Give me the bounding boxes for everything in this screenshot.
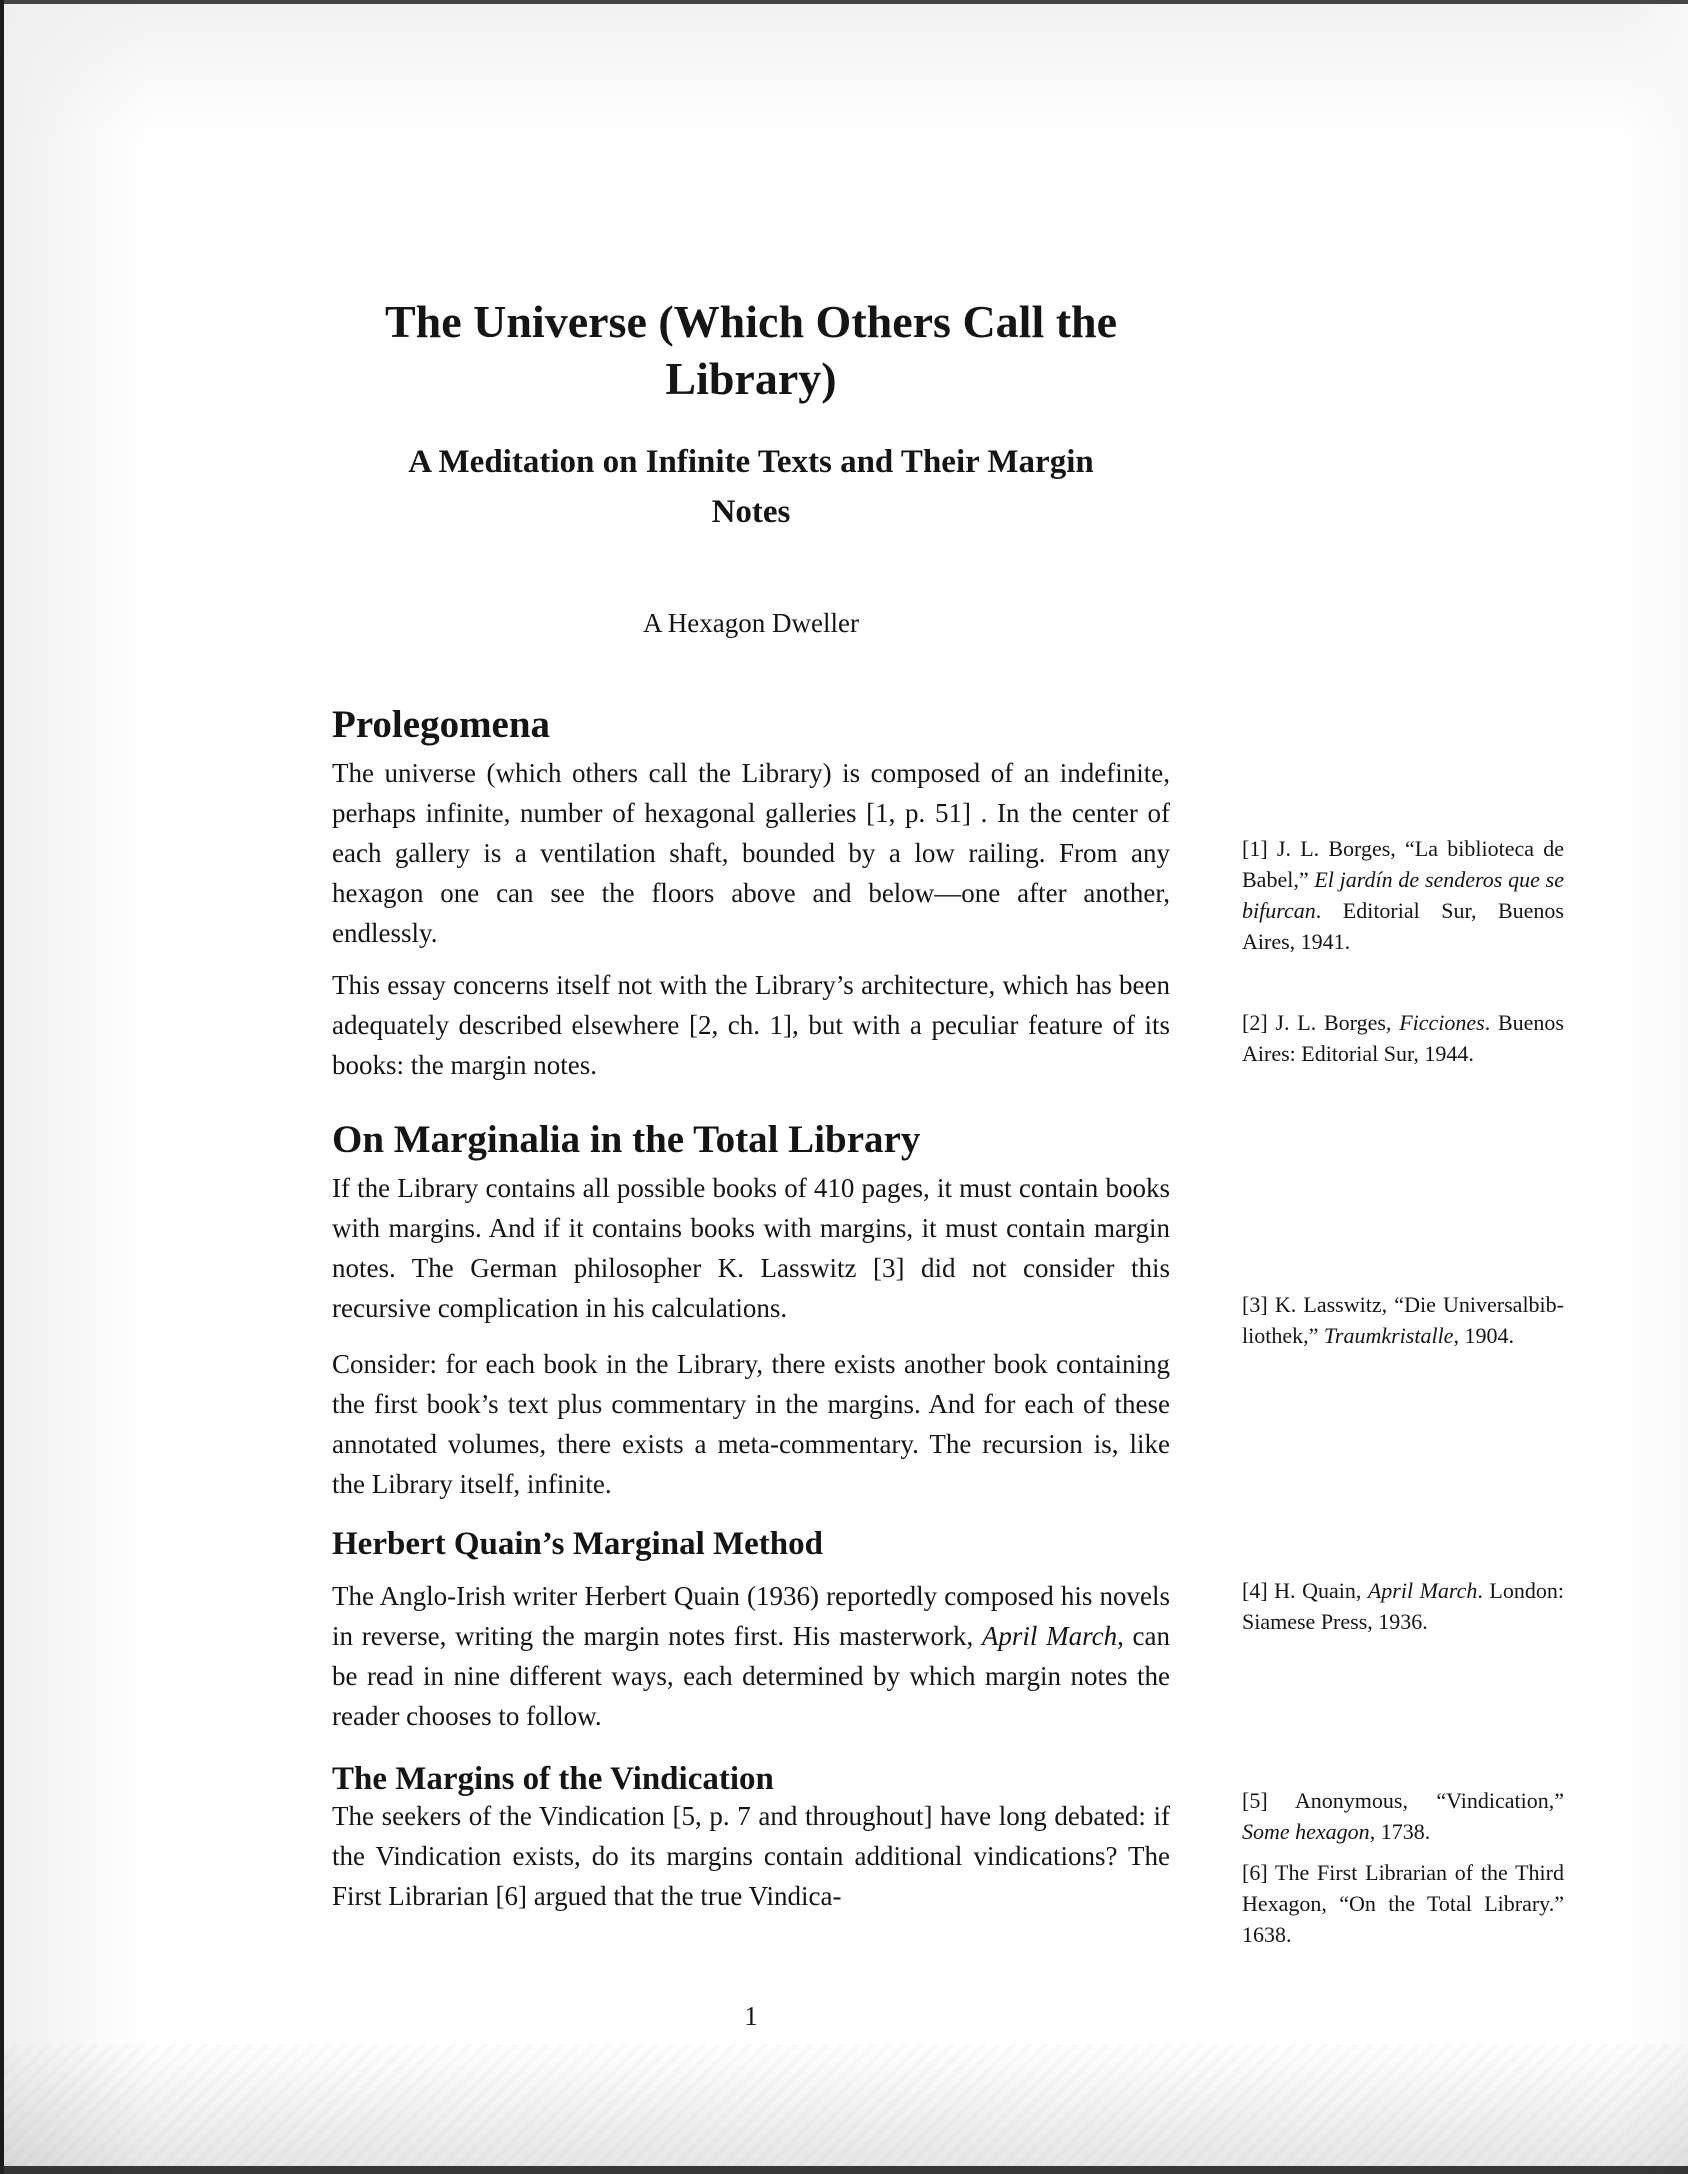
sidenote-text: [6] The First Librarian of the Third Hexagon, “On the Total Library.” 1638. xyxy=(1242,1860,1564,1947)
sidenote-text: [5] Anonymous, “Vindication,” xyxy=(1242,1788,1564,1813)
paragraph: Consider: for each book in the Library, there exists another book containing the first book’s text plus commentary in the margins. And for each of these annotated volumes, there exists a meta-commentary. The recursion is, like the Library itself, infinite. xyxy=(332,1349,1170,1499)
paragraph: The seekers of the Vindication [5, p. 7 and throughout] have long debated: if the Vindication exists, do its margins contain additional vindications? The First Librarian [6] argued that the true Vindica- xyxy=(332,1801,1170,1911)
sidenote-text: [4] H. Quain, xyxy=(1242,1578,1368,1603)
sidenote-text: [1] J. L. Borges, “La biblioteca de Babel,” xyxy=(1242,836,1564,892)
subsection-heading-vindication: The Margins of the Vindication xyxy=(332,1761,774,1797)
sidenote-4 xyxy=(1242,1575,1564,1637)
page-title: The Universe (Which Others Call the Library) xyxy=(384,296,1118,404)
sidenote-italic-text: Some hexagon xyxy=(1242,1819,1370,1844)
paragraph: The universe (which others call the Library) is composed of an indefinite, perhaps infinite, number of hexagonal galleries [1, p. 51] . In the center of each gallery is a ventilation shaft, bounded by a low railing. From any hexagon one can see the floors above and below—one after another, endlessly. xyxy=(332,758,1170,948)
sidenote-text: [2] J. L. Borges, xyxy=(1242,1010,1400,1035)
paragraph-text: The Anglo-Irish writer Herbert Quain (1936) reportedly composed his novels in reverse, writing the margin notes first. His masterwork, xyxy=(332,1581,1170,1651)
bottom-shading xyxy=(0,2044,1688,2174)
left-edge xyxy=(0,0,4,2174)
left-shading xyxy=(0,0,150,2174)
sidenote-italic-text: April March xyxy=(1367,1578,1478,1603)
sidenote-text: . Buenos Aires: Editorial Sur, 1944. xyxy=(1242,1010,1564,1066)
subsection-heading-quain: Herbert Quain’s Marginal Method xyxy=(332,1526,823,1562)
book-title-italic: April March xyxy=(981,1621,1118,1651)
paragraph: If the Library contains all possible books of 410 pages, it must contain books with margins. And if it contains books with margins, it must contain margin notes. The German philosopher K. Lasswitz [3] did not consider this recursive complication in his calculations. xyxy=(332,1173,1170,1323)
sidenote-text: . Editorial Sur, Buenos Aires, 1941. xyxy=(1242,898,1564,954)
section-heading-prolegomena: Prolegomena xyxy=(332,703,551,746)
sidenote-3 xyxy=(1242,1289,1564,1351)
author-line: A Hexagon Dweller xyxy=(643,608,859,638)
sidenote-6 xyxy=(1242,1857,1564,1950)
sidenote-text: , 1738. xyxy=(1369,1819,1431,1844)
sidenote-2 xyxy=(1242,1007,1564,1069)
paragraph-text: , can be read in nine different ways, each determined by which margin notes the reader chooses to follow. xyxy=(332,1621,1171,1731)
sidenote-text: , 1904. xyxy=(1453,1323,1514,1348)
paragraph: This essay concerns itself not with the Library’s architecture, which has been adequately described elsewhere [2, ch. 1], but with a peculiar feature of its books: the margin notes. xyxy=(332,970,1170,1080)
top-edge xyxy=(0,0,1688,4)
right-shading xyxy=(1618,0,1688,2174)
top-shading xyxy=(0,0,1688,140)
section-heading-marginalia: On Marginalia in the Total Library xyxy=(332,1118,921,1161)
paragraph xyxy=(332,1576,1170,1736)
page-subtitle: A Meditation on Infinite Texts and Their Margin Notes xyxy=(408,444,1094,530)
bottom-edge xyxy=(0,2166,1688,2174)
sidenote-1 xyxy=(1242,833,1564,957)
sidenote-italic-text: Traumkristalle xyxy=(1323,1323,1454,1348)
page-number: 1 xyxy=(744,2001,758,2031)
sidenote-italic-text: Ficciones xyxy=(1399,1010,1485,1035)
sidenote-text: [3] K. Lasswitz, “Die Universalbibliothek,” xyxy=(1242,1292,1564,1348)
sidenote-italic-text: El jardín de senderos que se bifurcan xyxy=(1242,867,1564,923)
sidenote-text: . London: Siamese Press, 1936. xyxy=(1242,1578,1564,1634)
sidenote-5 xyxy=(1242,1785,1564,1847)
